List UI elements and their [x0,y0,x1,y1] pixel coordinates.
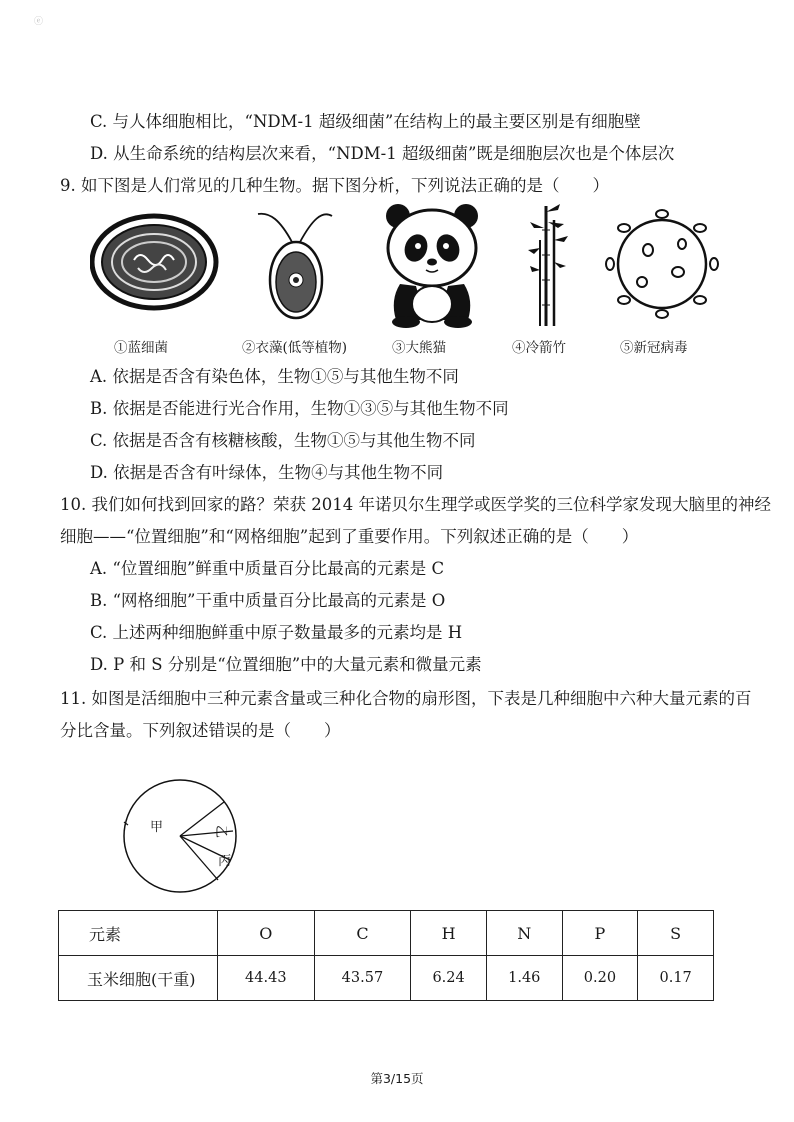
q10-stem-line2: 细胞——“位置细胞”和“网格细胞”起到了重要作用。下列叙述正确的是（ ） [60,527,639,546]
q11-pie-chart [118,776,278,896]
pie-label-bing: 丙 [218,854,232,869]
organism-3 [380,200,490,360]
organism-3-caption: ③大熊猫 [392,340,446,356]
table-row [59,956,714,1001]
q10-stem-line1: 10. 我们如何找到回家的路？荣获 2014 年诺贝尔生理学或医学奖的三位科学家发现大脑里的神经 [60,495,771,514]
q8-option-c: C. 与人体细胞相比，“NDM-1 超级细菌”在结构上的最主要区别是有细胞壁 [90,112,641,131]
q9-stem: 9. 如下图是人们常见的几种生物。据下图分析，下列说法正确的是（ ） [60,176,609,195]
organism-1 [90,200,230,360]
element-content-table [58,910,714,1001]
table-header-cell: O [218,911,315,956]
table-row-label: 玉米细胞(干重) [59,956,218,1001]
panda-icon [380,200,490,330]
organism-5 [602,200,732,360]
bamboo-icon [510,200,600,330]
table-header-label: 元素 [59,911,218,956]
organism-4 [510,200,600,360]
table-header-cell: C [314,911,411,956]
organism-2-caption: ②衣藻(低等植物) [242,340,348,356]
pie-circle [118,776,278,896]
q9-option-c: C. 依据是否含有核糖核酸，生物①⑤与其他生物不同 [90,431,476,450]
table-cell: 43.57 [314,956,411,1001]
coronavirus-icon [602,200,732,330]
pie-label-jia: 甲 [150,820,164,835]
corner-mark: ⓔ [34,17,44,27]
cyanobacterium-icon [90,200,220,330]
table-header-cell: P [562,911,638,956]
q8-option-d: D. 从生命系统的结构层次来看，“NDM-1 超级细菌”既是细胞层次也是个体层次 [90,144,675,163]
table-cell: 44.43 [218,956,315,1001]
q9-option-b: B. 依据是否能进行光合作用，生物①③⑤与其他生物不同 [90,399,509,418]
q10-option-b: B. “网格细胞”干重中质量百分比最高的元素是 O [90,591,446,610]
pie-label-yi: 乙 [213,824,229,839]
q9-organism-figure [90,200,740,360]
table-header-row [59,911,714,956]
organism-4-caption: ④冷箭竹 [512,340,566,356]
q10-option-d: D. P 和 S 分别是“位置细胞”中的大量元素和微量元素 [90,655,482,674]
table-cell: 0.17 [638,956,714,1001]
q11-stem-line2: 分比含量。下列叙述错误的是（ ） [60,721,341,740]
table-cell: 6.24 [411,956,487,1001]
table-cell: 1.46 [486,956,562,1001]
organism-1-caption: ①蓝细菌 [114,340,168,356]
table-header-cell: S [638,911,714,956]
table-header-cell: H [411,911,487,956]
table-cell: 0.20 [562,956,638,1001]
organism-2 [240,200,370,360]
q9-option-d: D. 依据是否含有叶绿体，生物④与其他生物不同 [90,463,444,482]
q9-option-a: A. 依据是否含有染色体，生物①⑤与其他生物不同 [90,367,459,386]
table-header-cell: N [486,911,562,956]
page-number: 第3/15页 [370,1071,424,1086]
q10-option-c: C. 上述两种细胞鲜重中原子数量最多的元素均是 H [90,623,463,642]
q10-option-a: A. “位置细胞”鲜重中质量百分比最高的元素是 C [90,559,445,578]
chlamydomonas-icon [240,200,370,330]
q11-stem-line1: 11. 如图是活细胞中三种元素含量或三种化合物的扇形图，下表是几种细胞中六种大量元素的百 [60,689,752,708]
organism-5-caption: ⑤新冠病毒 [620,340,688,356]
